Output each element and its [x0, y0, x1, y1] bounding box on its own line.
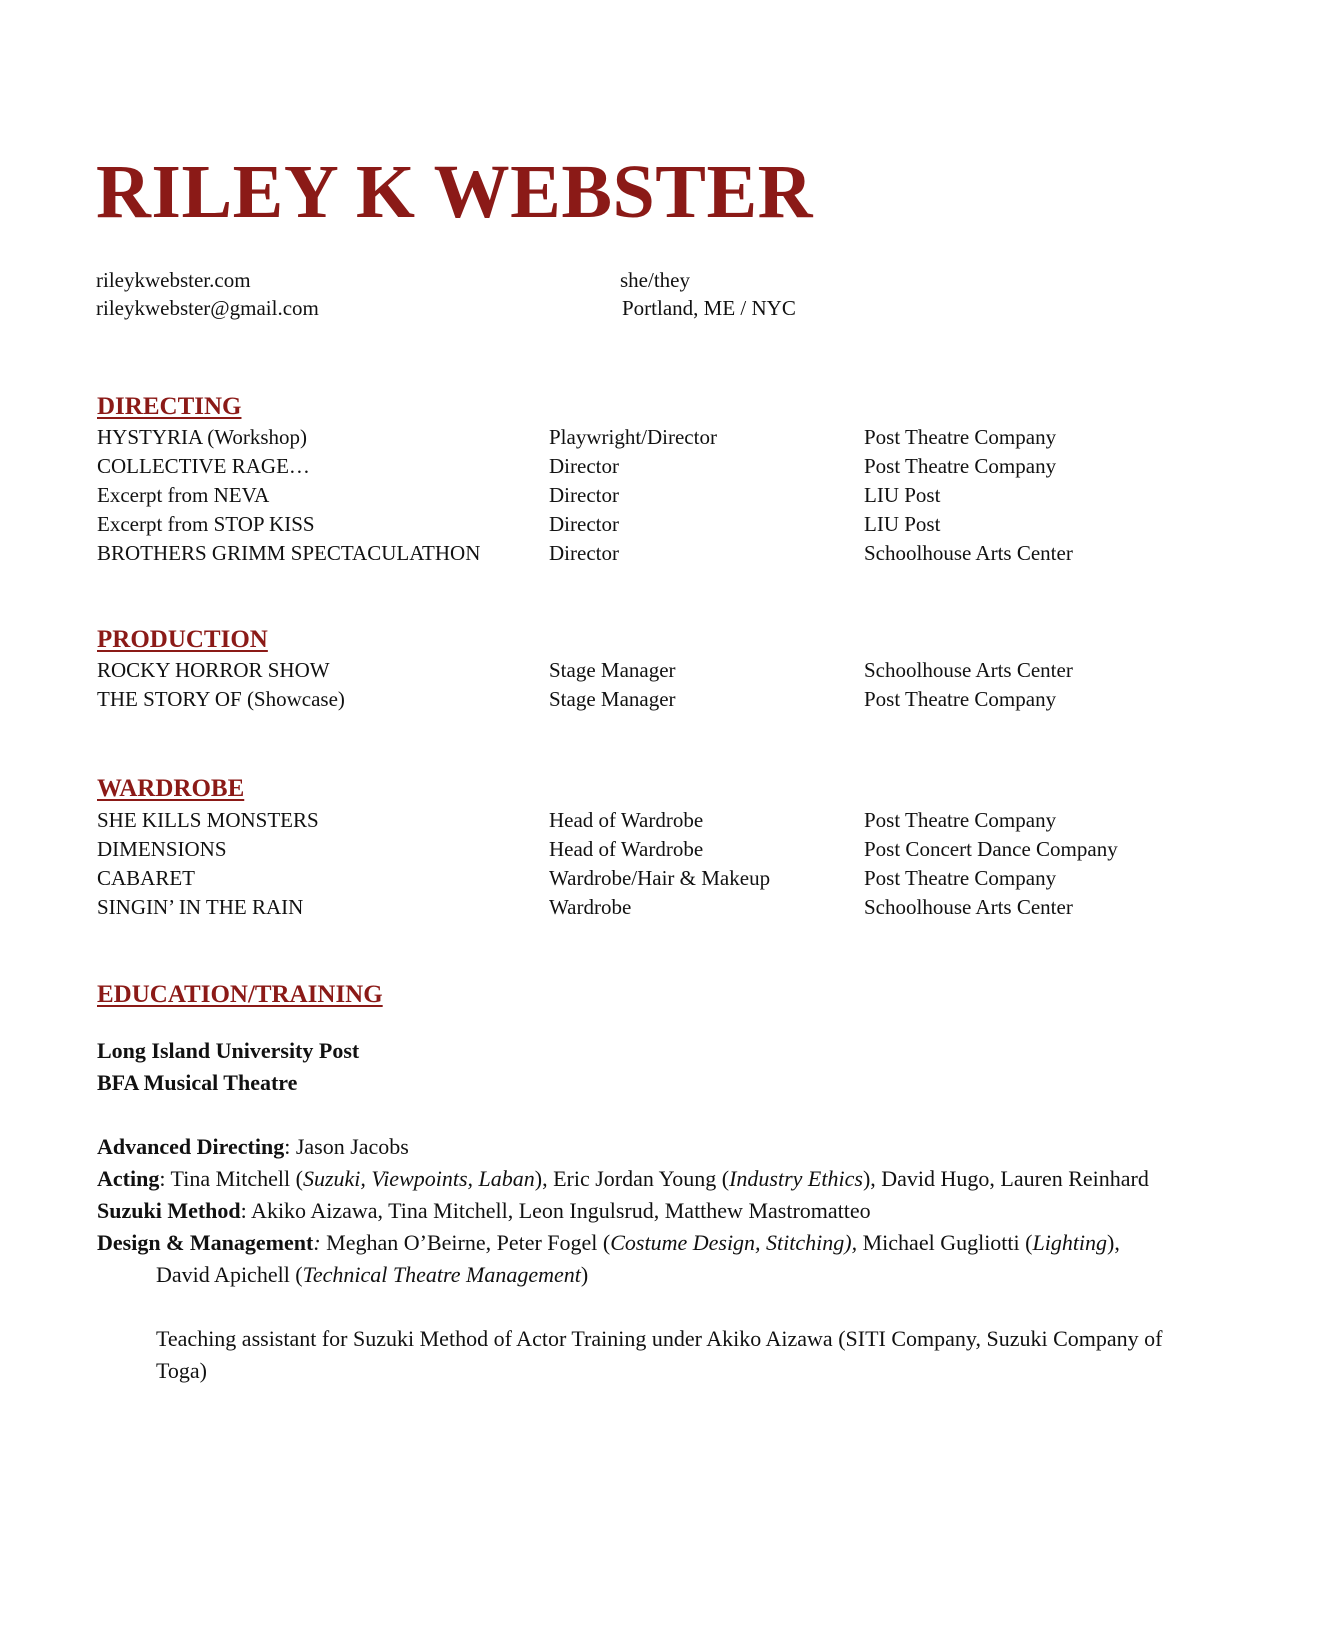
credit-role: Head of Wardrobe	[549, 837, 704, 861]
training-text: : Akiko Aizawa, Tina Mitchell, Leon Ingulsrud, Matthew Mastromatteo	[240, 1198, 871, 1223]
credit-company: LIU Post	[864, 483, 941, 507]
credit-row	[97, 835, 1247, 864]
pronouns-text: she/they	[620, 268, 690, 292]
section-title-production: PRODUCTION	[97, 626, 268, 653]
credit-show: THE STORY OF (Showcase)	[97, 687, 345, 711]
credit-company: Post Theatre Company	[864, 808, 1057, 832]
credit-role: Head of Wardrobe	[549, 808, 704, 832]
spacer	[97, 1099, 1177, 1131]
credit-show: DIMENSIONS	[97, 837, 227, 861]
spacer	[97, 1291, 1177, 1323]
training-acting	[97, 1163, 1177, 1195]
training-text: ), David Apichell (	[156, 1230, 1120, 1287]
section-title-education: EDUCATION/TRAINING	[97, 981, 383, 1008]
training-label: Advanced Directing	[97, 1134, 285, 1159]
credit-role: Director	[549, 541, 619, 565]
credit-row	[97, 864, 1247, 893]
credit-show: CABARET	[97, 866, 196, 890]
credit-row	[97, 685, 1247, 714]
teaching-assistant-note: Teaching assistant for Suzuki Method of Actor Training under Akiko Aizawa (SITI Company, Suzuki Company of Toga)	[156, 1326, 1163, 1383]
contact-left	[96, 266, 319, 322]
credit-company: Post Theatre Company	[864, 425, 1057, 449]
credit-role: Director	[549, 483, 619, 507]
credit-role: Wardrobe/Hair & Makeup	[549, 866, 771, 890]
credit-company: Post Theatre Company	[864, 866, 1057, 890]
credit-company: LIU Post	[864, 512, 941, 536]
education-block	[97, 1035, 1177, 1387]
credit-role: Director	[549, 454, 619, 478]
training-text: : Jason Jacobs	[284, 1134, 409, 1159]
contact-right	[620, 266, 796, 322]
training-design	[97, 1227, 1177, 1291]
credit-role: Stage Manager	[549, 658, 676, 682]
training-label: Design & Management	[97, 1230, 314, 1255]
credit-row	[97, 893, 1247, 922]
training-italic: Technical Theatre Management	[302, 1262, 581, 1287]
email-text: rileykwebster@gmail.com	[96, 296, 319, 320]
directing-credits	[97, 423, 1247, 568]
training-text: Michael Gugliotti (	[857, 1230, 1033, 1255]
section-title-wardrobe: WARDROBE	[97, 775, 245, 802]
credit-row	[97, 452, 1247, 481]
section-title-directing: DIRECTING	[97, 393, 242, 420]
credit-role: Playwright/Director	[549, 425, 717, 449]
location-text: Portland, ME / NYC	[622, 296, 796, 320]
credit-company: Post Concert Dance Company	[864, 837, 1118, 861]
credit-role: Wardrobe	[549, 895, 632, 919]
credit-row	[97, 423, 1247, 452]
training-text: )	[580, 1262, 589, 1287]
training-label: Acting	[97, 1166, 160, 1191]
credit-show: ROCKY HORROR SHOW	[97, 658, 330, 682]
training-text: : Tina Mitchell (	[159, 1166, 303, 1191]
credit-company: Schoolhouse Arts Center	[864, 541, 1073, 565]
training-italic: Industry Ethics	[729, 1166, 863, 1191]
training-text: Meghan O’Beirne, Peter Fogel (	[320, 1230, 611, 1255]
credit-role: Director	[549, 512, 619, 536]
production-credits	[97, 656, 1247, 714]
credit-show: Excerpt from NEVA	[97, 483, 270, 507]
credit-show: Excerpt from STOP KISS	[97, 512, 315, 536]
training-text: ), David Hugo, Lauren Reinhard	[862, 1166, 1149, 1191]
credit-company: Schoolhouse Arts Center	[864, 895, 1073, 919]
credit-show: SHE KILLS MONSTERS	[97, 808, 319, 832]
credit-company: Post Theatre Company	[864, 687, 1057, 711]
credit-role: Stage Manager	[549, 687, 676, 711]
credit-show: BROTHERS GRIMM SPECTACULATHON	[97, 541, 481, 565]
website-text: rileykwebster.com	[96, 268, 251, 292]
training-text: ), Eric Jordan Young (	[534, 1166, 730, 1191]
school-name: Long Island University Post	[97, 1038, 360, 1063]
credit-row	[97, 510, 1247, 539]
resume-name: RILEY K WEBSTER	[96, 150, 814, 234]
training-label: Suzuki Method	[97, 1198, 241, 1223]
credit-show: COLLECTIVE RAGE…	[97, 454, 310, 478]
credit-show: SINGIN’ IN THE RAIN	[97, 895, 304, 919]
credit-show: HYSTYRIA (Workshop)	[97, 425, 308, 449]
credit-row	[97, 806, 1247, 835]
training-suzuki	[97, 1195, 1177, 1227]
credit-company: Schoolhouse Arts Center	[864, 658, 1073, 682]
training-italic: Lighting	[1032, 1230, 1108, 1255]
training-italic: Costume Design, Stitching),	[610, 1230, 858, 1255]
credit-row	[97, 481, 1247, 510]
wardrobe-credits	[97, 806, 1247, 922]
credit-company: Post Theatre Company	[864, 454, 1057, 478]
credit-row	[97, 539, 1247, 568]
credit-row	[97, 656, 1247, 685]
training-advanced-directing	[97, 1131, 1177, 1163]
training-italic: :	[313, 1230, 321, 1255]
training-italic: Suzuki, Viewpoints, Laban	[302, 1166, 535, 1191]
degree-name: BFA Musical Theatre	[97, 1070, 298, 1095]
